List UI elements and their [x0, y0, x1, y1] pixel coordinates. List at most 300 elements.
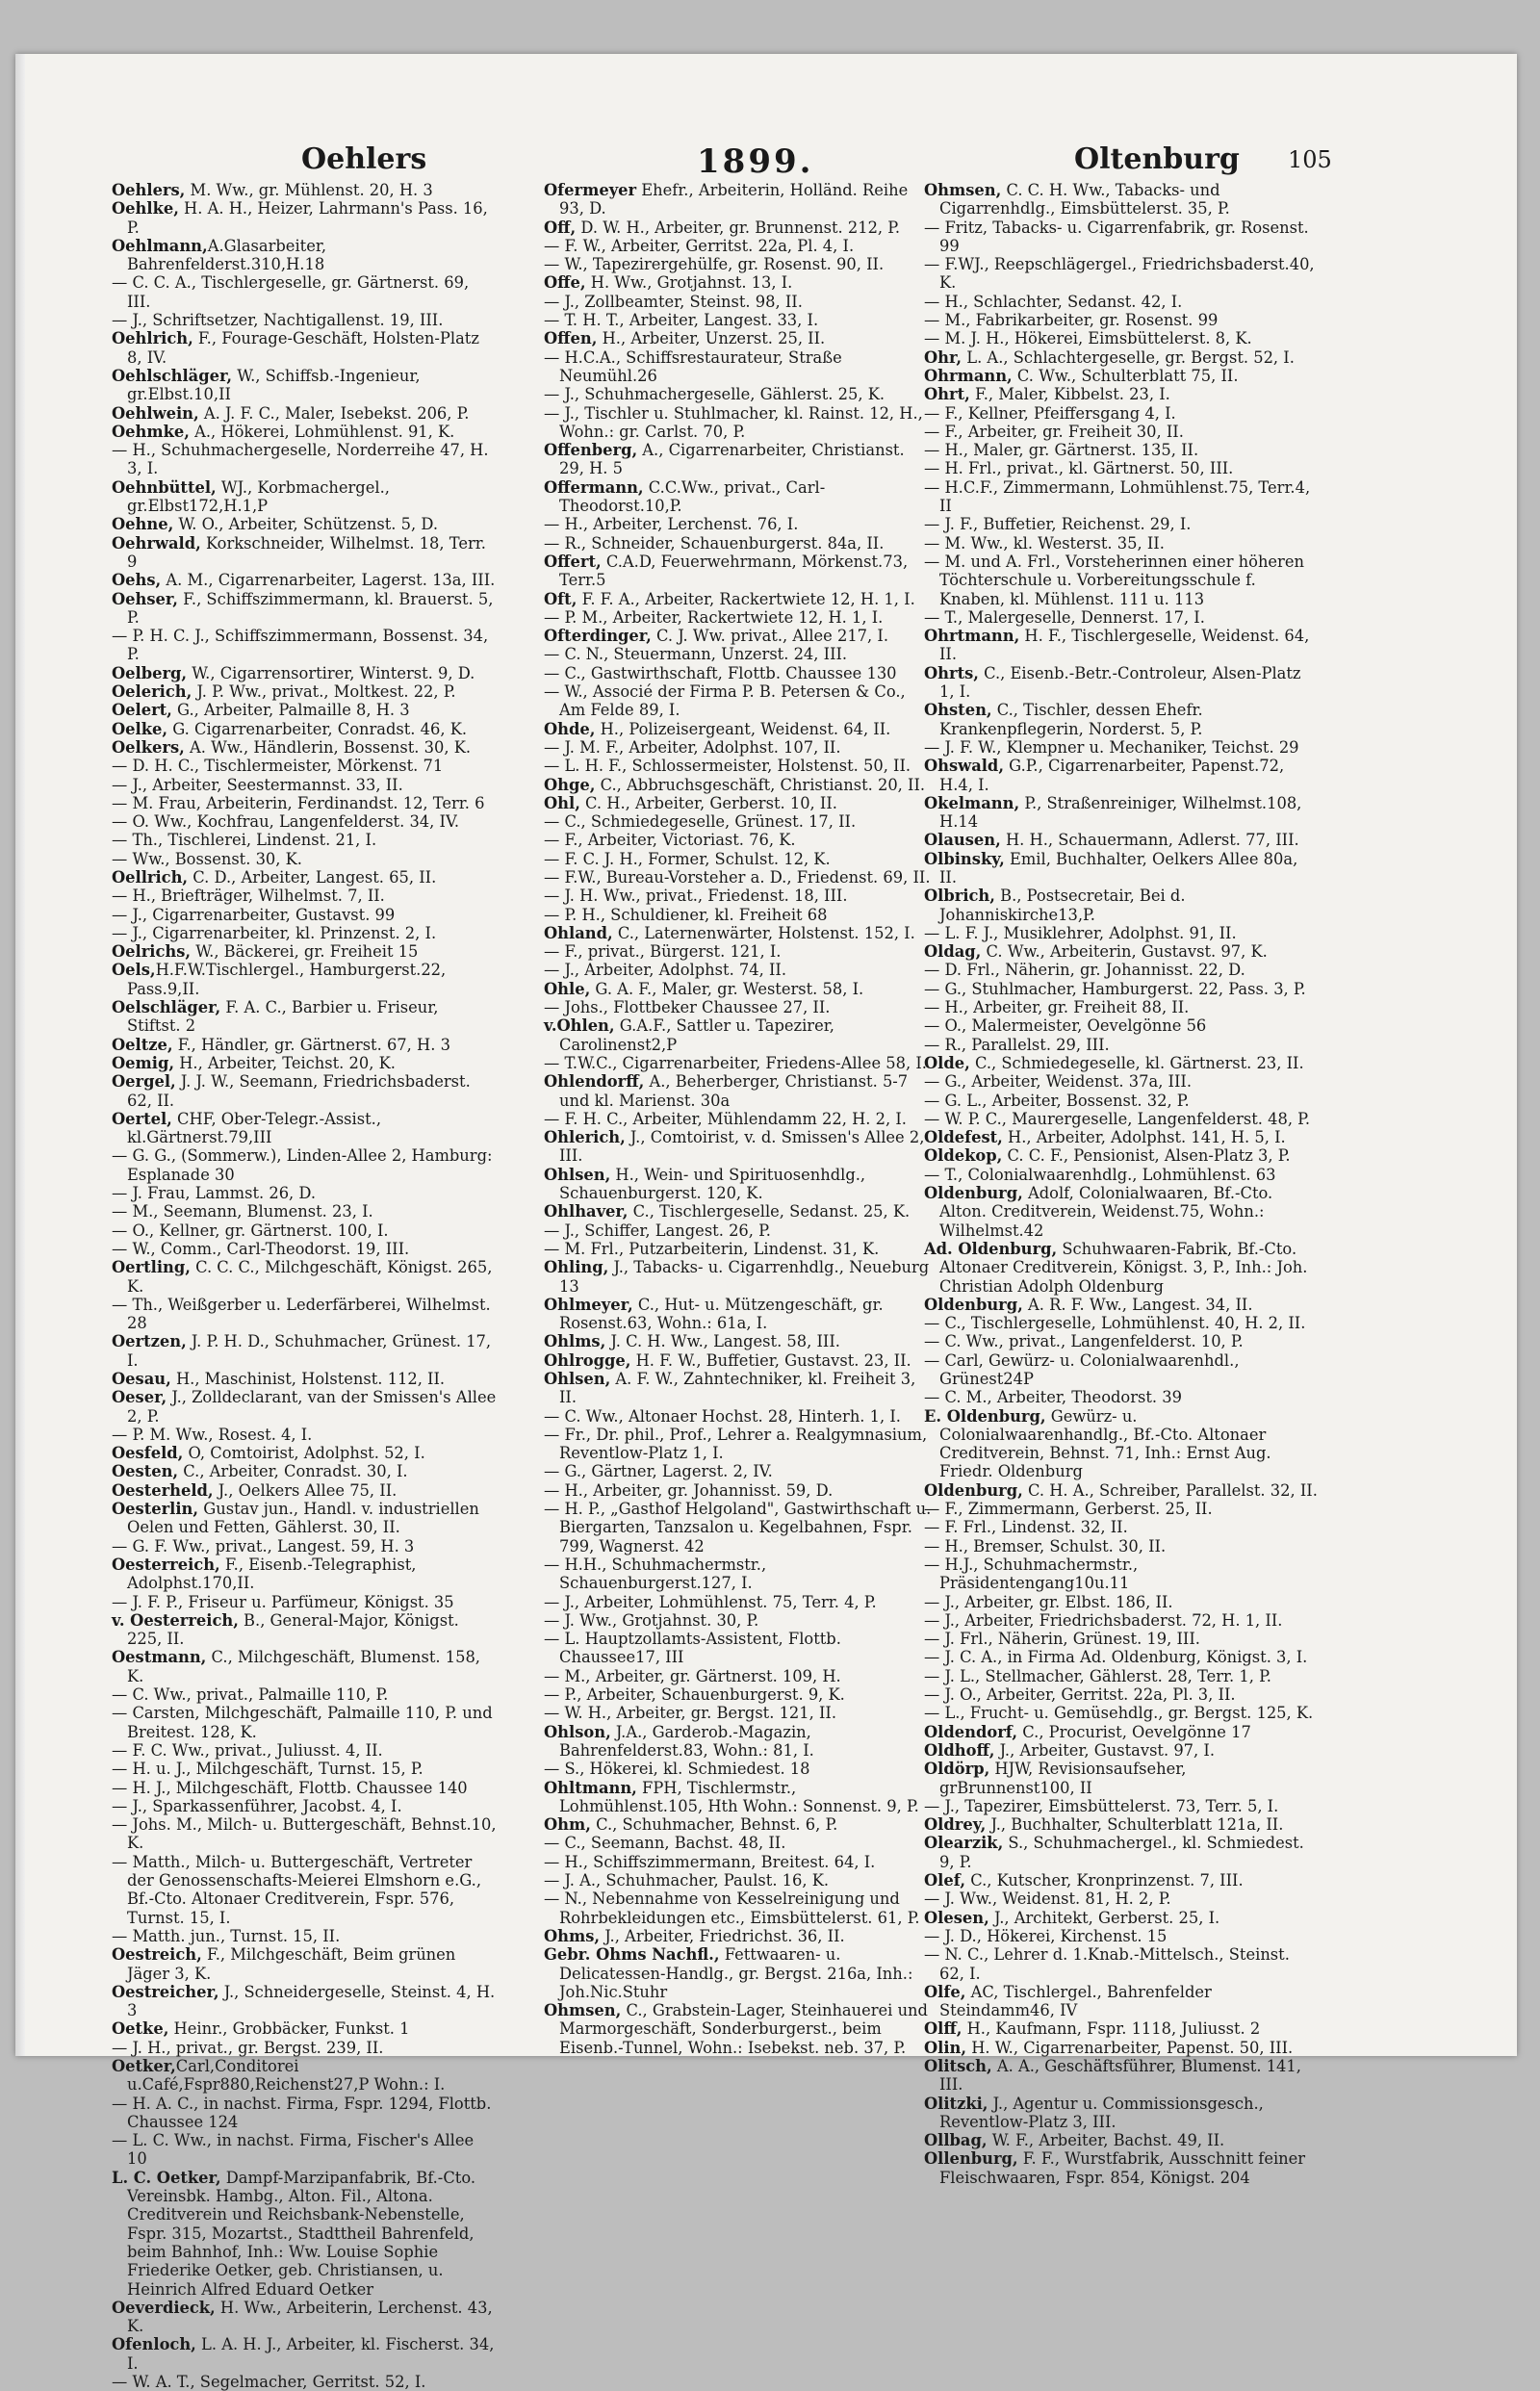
entry-details: H. W., Cigarrenarbeiter, Papenst. 50, III.	[966, 2038, 1294, 2057]
directory-entry	[924, 478, 1319, 516]
entry-details: — G. G., (Sommerw.), Linden-Allee 2, Hamburg: Esplanade 30	[112, 1146, 493, 1184]
directory-entry	[924, 459, 1319, 477]
directory-entry	[544, 478, 934, 516]
entry-details: — J. A., Schuhmacher, Paulst. 16, K.	[544, 1871, 830, 1890]
entry-name: Ohmsen,	[924, 181, 1002, 199]
directory-entry	[544, 757, 934, 775]
directory-entry	[112, 924, 497, 942]
directory-entry	[544, 1166, 934, 1203]
directory-entry	[544, 645, 934, 663]
entry-details: C., Eisenb.-Betr.-Controleur, Alsen-Platz 1, I.	[939, 663, 1301, 702]
entry-details: H. A. H., Heizer, Lahrmann's Pass. 16, P.	[127, 199, 488, 237]
directory-entry	[112, 515, 497, 533]
directory-entry	[544, 794, 934, 812]
entry-details: — Matth., Milch- u. Buttergeschäft, Vertreter der Genossenschafts-Meierei Elmshorn e.G., Bf.-Cto. Altonaer Creditverein, Fspr. 576, Turnst. 15, I.	[112, 1852, 482, 1927]
directory-entry	[544, 293, 934, 311]
directory-entry	[544, 1221, 934, 1240]
directory-entry	[544, 1128, 934, 1166]
entry-details: C., Tischler, dessen Ehefr. Krankenpflegerin, Norderst. 5, P.	[939, 701, 1203, 738]
directory-entry	[924, 1834, 1319, 1871]
entry-details: — Fritz, Tabacks- u. Cigarrenfabrik, gr. Rosenst. 99	[924, 218, 1309, 255]
directory-entry	[544, 348, 934, 386]
directory-entry	[924, 1036, 1319, 1054]
entry-details: — J. H., privat., gr. Bergst. 239, II.	[112, 2038, 384, 2057]
directory-entry	[924, 1016, 1319, 1035]
directory-entry	[544, 850, 934, 868]
directory-entry	[112, 998, 497, 1036]
directory-entry	[924, 1667, 1319, 1685]
entry-name: Oldag,	[924, 942, 982, 962]
directory-entry	[544, 311, 934, 329]
entry-details: L. A. H. J., Arbeiter, kl. Fischerst. 34, I.	[127, 2335, 495, 2373]
directory-entry	[544, 887, 934, 905]
directory-entry	[544, 385, 934, 403]
column-3	[924, 181, 1319, 2187]
entry-details: C., Schmiedegeselle, kl. Gärtnerst. 23, II.	[969, 1053, 1304, 1072]
entry-name: Offert,	[544, 552, 602, 571]
entry-details: Gewürz- u. Colonialwaarenhandlg., Bf.-Cto. Altonaer Creditverein, Behnst. 71, Inh.: Ernst Aug. Friedr. Oldenburg	[939, 1406, 1271, 1481]
directory-entry	[112, 906, 497, 924]
entry-details: J., Buchhalter, Schulterblatt 121a, II.	[986, 1815, 1284, 1835]
entry-details: — F. C. Ww., privat., Juliusst. 4, II.	[112, 1740, 383, 1760]
entry-details: — H. P., „Gasthof Helgoland", Gastwirthschaft u. Biergarten, Tanzsalon u. Kegelbahnen, Fspr. 799, Wagnerst. 42	[544, 1500, 932, 1555]
entry-name: E. Oldenburg,	[924, 1406, 1046, 1426]
entry-name: Oldenburg,	[924, 1184, 1023, 1203]
entry-details: — D. Frl., Näherin, gr. Johannisst. 22, D.	[924, 961, 1245, 980]
entry-details: P., Straßenreiniger, Wilhelmst.108, H.14	[939, 793, 1302, 832]
directory-entry	[544, 1704, 934, 1722]
directory-entry	[924, 2057, 1319, 2095]
directory-entry	[544, 1555, 934, 1593]
entry-name: Off,	[544, 218, 577, 237]
entry-details: A. A., Geschäftsführer, Blumenst. 141, III.	[939, 2056, 1301, 2095]
entry-details: G., Arbeiter, Palmaille 8, H. 3	[171, 701, 410, 720]
entry-name: Oeverdieck,	[112, 2298, 216, 2317]
entry-details: — F. H. C., Arbeiter, Mühlendamm 22, H. 2, I.	[544, 1109, 907, 1128]
entry-name: v. Oesterreich,	[112, 1610, 239, 1630]
directory-entry	[112, 812, 497, 831]
directory-entry	[544, 1685, 934, 1704]
directory-entry	[924, 980, 1319, 998]
directory-entry	[544, 1723, 934, 1761]
directory-entry	[544, 1927, 934, 1945]
directory-entry	[544, 1611, 934, 1630]
entry-details: — Carsten, Milchgeschäft, Palmaille 110, P. und Breitest. 128, K.	[112, 1704, 493, 1741]
directory-entry	[112, 776, 497, 794]
directory-entry	[112, 1054, 497, 1072]
entry-details: Gustav jun., Handl. v. industriellen Oelen und Fetten, Gählerst. 30, II.	[127, 1500, 479, 1537]
entry-details: — M., Fabrikarbeiter, gr. Rosenst. 99	[924, 311, 1219, 330]
directory-entry	[112, 1036, 497, 1054]
entry-details: F., Maler, Kibbelst. 23, I.	[969, 385, 1170, 404]
directory-entry	[924, 367, 1319, 385]
entry-details: — L. Hauptzollamts-Assistent, Flottb. Chaussee17, III	[544, 1630, 841, 1667]
directory-entry	[112, 2019, 497, 2038]
directory-entry	[112, 701, 497, 719]
entry-details: — L., Frucht- u. Gemüsehdlg., gr. Bergst. 125, K.	[924, 1704, 1314, 1723]
directory-entry	[924, 219, 1319, 256]
directory-entry	[544, 590, 934, 608]
entry-name: Ohrts,	[924, 663, 979, 682]
entry-details: C., Laternenwärter, Holstenst. 152, I.	[612, 923, 915, 942]
directory-entry	[112, 1611, 497, 1649]
entry-details: — J. H. Ww., privat., Friedenst. 18, III.	[544, 887, 848, 906]
directory-entry	[924, 311, 1319, 329]
entry-details: H. F. W., Buffetier, Gustavst. 23, II.	[630, 1350, 911, 1370]
entry-details: — G. F. Ww., privat., Langest. 59, H. 3	[112, 1536, 415, 1555]
entry-details: — H., Arbeiter, gr. Freiheit 88, II.	[924, 998, 1190, 1017]
entry-details: C., Schuhmacher, Behnst. 6, P.	[590, 1815, 838, 1835]
entry-name: Oestmann,	[112, 1648, 207, 1667]
entry-name: Oels,	[112, 961, 156, 980]
directory-entry	[544, 1500, 934, 1555]
directory-entry	[112, 1184, 497, 1202]
directory-entry	[924, 534, 1319, 553]
directory-entry	[924, 1407, 1319, 1481]
entry-details: WJ., Korbmachergel., gr.Elbst172,H.1,P	[127, 477, 390, 516]
entry-name: Ohmsen,	[544, 2001, 622, 2020]
entry-details: J. P. Ww., privat., Moltkest. 22, P.	[192, 682, 456, 702]
entry-details: F. F. A., Arbeiter, Rackertwiete 12, H. 1, I.	[577, 589, 915, 608]
directory-entry	[924, 404, 1319, 423]
entry-details: — J. F. P., Friseur u. Parfümeur, Königst. 35	[112, 1592, 454, 1611]
entry-details: H. F., Tischlergeselle, Weidenst. 64, II.	[939, 627, 1310, 664]
entry-details: J. C. H. Ww., Langest. 58, III.	[605, 1332, 840, 1351]
directory-entry	[924, 385, 1319, 403]
entry-details: J., Agentur u. Commissionsgesch., Reventlow-Platz 3, III.	[939, 2094, 1264, 2131]
entry-details: — F. W., Arbeiter, Gerritst. 22a, Pl. 4, I.	[544, 236, 855, 255]
directory-entry	[924, 1518, 1319, 1536]
entry-details: — H., Briefträger, Wilhelmst. 7, II.	[112, 887, 385, 906]
entry-name: Oldefest,	[924, 1128, 1003, 1147]
entry-name: Ohge,	[544, 775, 596, 794]
entry-details: J., Arbeiter, Gustavst. 97, I.	[994, 1740, 1215, 1760]
entry-details: — W. A. T., Segelmacher, Gerritst. 52, I.	[112, 2373, 426, 2391]
directory-entry	[544, 961, 934, 979]
entry-details: H., Maschinist, Holstenst. 112, II.	[170, 1370, 446, 1388]
directory-entry	[112, 404, 497, 423]
directory-entry	[544, 942, 934, 961]
directory-entry	[112, 1444, 497, 1462]
entry-details: — J., Schiffer, Langest. 26, P.	[544, 1221, 771, 1240]
entry-name: Oehlwein,	[112, 403, 199, 423]
entry-details: — S., Hökerei, kl. Schmiedest. 18	[544, 1760, 810, 1779]
entry-name: Oestreicher,	[112, 1982, 219, 2001]
entry-details: FPH, Tischlermstr., Lohmühlenst.105, Hth Wohn.: Sonnenst. 9, P.	[559, 1778, 919, 1815]
directory-entry	[112, 1593, 497, 1611]
entry-details: A. J. F. C., Maler, Isebekst. 206, P.	[198, 403, 470, 423]
entry-details: S., Schuhmachergel., kl. Schmiedest. 9, P.	[939, 1834, 1304, 1871]
entry-details: — W., Associé der Firma P. B. Petersen & Co., Am Felde 89, I.	[544, 682, 906, 720]
directory-entry	[112, 1332, 497, 1370]
entry-details: — C., Gastwirthschaft, Flottb. Chaussee 130	[544, 663, 897, 682]
directory-entry	[924, 1797, 1319, 1815]
entry-name: Oehlmann,	[112, 236, 208, 255]
directory-entry	[924, 1184, 1319, 1240]
directory-entry	[544, 1462, 934, 1480]
entry-details: — H. u. J., Milchgeschäft, Turnst. 15, P.	[112, 1760, 424, 1779]
directory-entry	[112, 237, 497, 274]
entry-name: Oetke,	[112, 2019, 169, 2039]
directory-entry	[924, 887, 1319, 924]
directory-entry	[924, 1630, 1319, 1648]
directory-entry	[544, 2001, 934, 2057]
entry-name: L. C. Oetker,	[112, 2168, 221, 2187]
directory-entry	[544, 682, 934, 720]
directory-entry	[544, 831, 934, 849]
entry-details: — W. H., Arbeiter, gr. Bergst. 121, II.	[544, 1704, 837, 1723]
entry-details: — C. Ww., privat., Palmaille 110, P.	[112, 1685, 389, 1705]
entry-name: Oehlers,	[112, 181, 186, 199]
entry-details: — J. O., Arbeiter, Gerritst. 22a, Pl. 3, II.	[924, 1685, 1236, 1705]
entry-details: — C. C. A., Tischlergeselle, gr. Gärtnerst. 69, III.	[112, 273, 470, 311]
entry-details: H. Ww., Arbeiterin, Lerchenst. 43, K.	[127, 2298, 493, 2336]
entry-details: — O., Malermeister, Oevelgönne 56	[924, 1016, 1207, 1036]
entry-name: Oelert,	[112, 701, 172, 720]
entry-details: Fettwaaren- u. Delicatessen-Handlg., gr. Bergst. 216a, Inh.: Joh.Nic.Stuhr	[559, 1945, 913, 2001]
header-left: Oehlers	[301, 142, 427, 176]
entry-details: Heinr., Grobbäcker, Funkst. 1	[168, 2019, 410, 2039]
entry-details: C., Tischlergeselle, Sedanst. 25, K.	[628, 1202, 911, 1221]
entry-details: — Johs., Flottbeker Chaussee 27, II.	[544, 998, 831, 1017]
entry-details: Carl,Conditorei u.Café,Fspr880,Reichenst27,P Wohn.: I.	[127, 2056, 446, 2095]
directory-entry	[924, 181, 1319, 219]
entry-name: Oft,	[544, 589, 578, 608]
entry-name: Offe,	[544, 273, 586, 293]
entry-name: Olef,	[924, 1871, 966, 1890]
directory-entry	[924, 1704, 1319, 1722]
directory-entry	[924, 1092, 1319, 1110]
directory-entry	[924, 1054, 1319, 1072]
directory-entry	[112, 757, 497, 775]
entry-name: Ohrmann,	[924, 366, 1013, 385]
entry-details: — M. Frl., Putzarbeiterin, Lindenst. 31, K.	[544, 1239, 880, 1258]
entry-name: Ohswald,	[924, 757, 1004, 776]
directory-entry	[112, 1741, 497, 1760]
entry-name: Gebr. Ohms Nachfl.,	[544, 1945, 720, 1965]
entry-details: J., Oelkers Allee 75, II.	[213, 1480, 398, 1500]
directory-entry	[924, 1500, 1319, 1518]
entry-details: — P., Arbeiter, Schauenburgerst. 9, K.	[544, 1685, 845, 1705]
entry-details: C., Procurist, Oevelgönne 17	[1017, 1722, 1251, 1741]
entry-details: — F.W., Bureau-Vorsteher a. D., Friedenst. 69, II.	[544, 867, 931, 887]
directory-entry	[544, 329, 934, 347]
directory-entry	[544, 1351, 934, 1370]
directory-entry	[924, 1296, 1319, 1314]
entry-name: Ohling,	[544, 1258, 609, 1277]
entry-details: — Th., Tischlerei, Lindenst. 21, I.	[112, 831, 377, 850]
entry-name: Ohrtmann,	[924, 627, 1020, 646]
directory-entry	[544, 1054, 934, 1072]
entry-details: J., Schneidergeselle, Steinst. 4, H. 3	[127, 1982, 496, 2020]
entry-details: — Th., Weißgerber u. Lederfärberei, Wilhelmst. 28	[112, 1295, 491, 1333]
directory-entry	[112, 738, 497, 757]
entry-name: Okelmann,	[924, 793, 1020, 812]
entry-name: Ollenburg,	[924, 2149, 1018, 2169]
directory-entry	[924, 1760, 1319, 1797]
entry-details: C. C. C., Milchgeschäft, Königst. 265, K.	[127, 1258, 493, 1296]
entry-details: W. O., Arbeiter, Schützenst. 5, D.	[173, 515, 439, 534]
entry-details: A. R. F. Ww., Langest. 34, II.	[1022, 1295, 1253, 1314]
directory-entry	[544, 255, 934, 273]
entry-details: — C. N., Steuermann, Unzerst. 24, III.	[544, 645, 848, 664]
directory-entry	[112, 1500, 497, 1537]
entry-details: J. P. H. D., Schuhmacher, Grünest. 17, I.	[127, 1332, 492, 1370]
directory-entry	[544, 1202, 934, 1221]
entry-details: AC, Tischlergel., Bahrenfelder Steindamm46, IV	[939, 1982, 1212, 2020]
entry-details: — J. C. A., in Firma Ad. Oldenburg, Königst. 3, I.	[924, 1648, 1308, 1667]
entry-details: W., Bäckerei, gr. Freiheit 15	[191, 942, 419, 962]
entry-details: H., Kaufmann, Fspr. 1118, Juliusst. 2	[962, 2019, 1261, 2039]
page-number: 105	[1288, 146, 1332, 173]
directory-entry	[544, 404, 934, 442]
directory-entry	[544, 627, 934, 645]
entry-details: — H.J., Schuhmachermstr., Präsidentengang10u.11	[924, 1555, 1139, 1593]
entry-details: — H., Maler, gr. Gärtnerst. 135, II.	[924, 441, 1199, 460]
directory-entry	[112, 367, 497, 404]
entry-name: Oelrichs,	[112, 942, 192, 962]
entry-details: C. Ww., Arbeiterin, Gustavst. 97, K.	[981, 942, 1268, 962]
entry-details: — F., Arbeiter, Victoriast. 76, K.	[544, 831, 796, 850]
directory-entry	[112, 2335, 497, 2373]
entry-details: — G. L., Arbeiter, Bossenst. 32, P.	[924, 1091, 1190, 1110]
directory-entry	[924, 1815, 1319, 1834]
entry-details: A. F. W., Zahntechniker, kl. Freiheit 3, II.	[559, 1370, 916, 1407]
directory-entry	[544, 1760, 934, 1778]
directory-entry	[924, 1945, 1319, 1983]
entry-name: Olin,	[924, 2038, 967, 2057]
entry-name: Oelkers,	[112, 737, 185, 757]
directory-entry	[924, 664, 1319, 702]
entry-details: — J. Ww., Weidenst. 81, H. 2, P.	[924, 1890, 1171, 1909]
entry-details: — P. M. Ww., Rosest. 4, I.	[112, 1425, 313, 1444]
entry-details: — M. und A. Frl., Vorsteherinnen einer höheren Töchterschule u. Vorbereitungsschule f. Knaben, kl. Mühlenst. 111 u. 113	[924, 552, 1304, 608]
directory-entry	[112, 273, 497, 311]
entry-details: — F., Zimmermann, Gerberst. 25, II.	[924, 1500, 1213, 1519]
directory-entry	[924, 1593, 1319, 1611]
entry-details: — J. Frl., Näherin, Grünest. 19, III.	[924, 1630, 1200, 1649]
header-right: Oltenburg	[1074, 142, 1240, 176]
entry-details: A.Glasarbeiter, Bahrenfelderst.310,H.18	[127, 236, 326, 274]
directory-entry	[112, 1704, 497, 1741]
entry-details: — W., Tapezirergehülfe, gr. Rosenst. 90, II.	[544, 255, 885, 274]
directory-entry	[112, 1370, 497, 1388]
entry-details: — J. Frau, Lammst. 26, D.	[112, 1184, 317, 1203]
directory-entry	[544, 998, 934, 1016]
entry-name: Oldörp,	[924, 1760, 990, 1779]
directory-entry	[112, 1221, 497, 1240]
entry-details: J., Zolldeclarant, van der Smissen's Allee 2, P.	[127, 1388, 497, 1426]
entry-name: Ohlmeyer,	[544, 1295, 633, 1314]
entry-name: Offen,	[544, 329, 598, 348]
directory-entry	[924, 553, 1319, 608]
entry-details: — P. M., Arbeiter, Rackertwiete 12, H. 1, I.	[544, 607, 884, 627]
directory-entry	[112, 831, 497, 849]
directory-entry	[924, 329, 1319, 347]
entry-details: — J. Ww., Grotjahnst. 30, P.	[544, 1610, 759, 1630]
entry-details: — H., Schiffszimmermann, Breitest. 64, I.	[544, 1852, 876, 1871]
entry-details: — J., Arbeiter, gr. Elbst. 186, II.	[924, 1592, 1173, 1611]
entry-details: C., Kutscher, Kronprinzenst. 7, III.	[965, 1871, 1244, 1890]
directory-entry	[544, 776, 934, 794]
entry-details: — J. M. F., Arbeiter, Adolphst. 107, II.	[544, 737, 841, 757]
entry-name: Ohlendorff,	[544, 1072, 645, 1092]
directory-entry	[924, 831, 1319, 849]
entry-details: J.A., Garderob.-Magazin, Bahrenfelderst.83, Wohn.: 81, I.	[559, 1722, 814, 1760]
entry-name: Olbinsky,	[924, 849, 1005, 868]
directory-entry	[112, 1240, 497, 1258]
entry-name: Oesfeld,	[112, 1444, 184, 1463]
directory-entry	[544, 1481, 934, 1500]
entry-details: — W., Comm., Carl-Theodorst. 19, III.	[112, 1239, 410, 1258]
entry-name: Ohlsen,	[544, 1165, 611, 1184]
directory-entry	[544, 553, 934, 590]
directory-entry	[112, 1146, 497, 1184]
entry-name: Oellrich,	[112, 867, 189, 887]
directory-entry	[924, 1351, 1319, 1389]
directory-entry	[924, 1481, 1319, 1500]
directory-entry	[544, 924, 934, 942]
entry-details: — C. Ww., privat., Langenfelderst. 10, P.	[924, 1332, 1244, 1351]
directory-entry	[112, 1648, 497, 1685]
entry-details: — F., Kellner, Pfeiffersgang 4, I.	[924, 403, 1176, 423]
entry-details: — H.C.A., Schiffsrestaurateur, Straße Neumühl.26	[544, 347, 842, 385]
entry-details: — P. H. C. J., Schiffszimmermann, Bossenst. 34, P.	[112, 627, 489, 664]
entry-details: — D. H. C., Tischlermeister, Mörkenst. 71	[112, 757, 444, 776]
entry-details: H. H., Schauermann, Adlerst. 77, III.	[1000, 831, 1299, 850]
entry-name: Oesten,	[112, 1462, 179, 1481]
entry-details: A. Ww., Händlerin, Bossenst. 30, K.	[184, 737, 472, 757]
entry-details: B., Postsecretair, Bei d. Johanniskirche13,P.	[939, 887, 1186, 924]
entry-name: Ohde,	[544, 719, 596, 738]
directory-entry	[112, 181, 497, 199]
entry-details: G. Cigarrenarbeiter, Conradst. 46, K.	[167, 719, 468, 738]
directory-entry	[112, 2039, 497, 2057]
entry-name: Olfe,	[924, 1982, 966, 2001]
directory-entry	[924, 1072, 1319, 1091]
entry-details: — H.C.F., Zimmermann, Lohmühlenst.75, Terr.4, II	[924, 477, 1311, 516]
directory-entry	[112, 1779, 497, 1797]
entry-details: H., Arbeiter, Unzerst. 25, II.	[597, 329, 826, 348]
entry-name: Ohl,	[544, 793, 580, 812]
entry-details: C., Arbeiter, Conradst. 30, I.	[178, 1462, 408, 1481]
directory-entry	[112, 1481, 497, 1500]
entry-details: — J., Cigarrenarbeiter, Gustavst. 99	[112, 905, 396, 924]
entry-name: Oldrey,	[924, 1815, 987, 1835]
entry-details: W., Schiffsb.-Ingenieur, gr.Elbst.10,II	[127, 366, 421, 404]
entry-name: Ohltmann,	[544, 1778, 637, 1797]
directory-entry	[924, 1555, 1319, 1593]
directory-entry	[112, 2373, 497, 2391]
directory-entry	[112, 868, 497, 887]
entry-name: Ohlrogge,	[544, 1350, 631, 1370]
directory-entry	[112, 478, 497, 516]
entry-details: J., Architekt, Gerberst. 25, I.	[988, 1908, 1220, 1927]
directory-entry	[924, 1685, 1319, 1704]
directory-entry	[544, 1296, 934, 1333]
entry-name: Oelke,	[112, 719, 168, 738]
entry-name: Ohr,	[924, 347, 962, 367]
directory-entry	[924, 1110, 1319, 1128]
directory-entry	[112, 664, 497, 682]
entry-details: — T., Malergeselle, Dennerst. 17, I.	[924, 607, 1205, 627]
directory-entry	[112, 1945, 497, 1983]
directory-entry	[112, 1815, 497, 1853]
directory-entry	[112, 441, 497, 478]
directory-entry	[924, 850, 1319, 887]
directory-entry	[924, 293, 1319, 311]
entry-details: C. H. A., Schreiber, Parallelst. 32, II.	[1022, 1480, 1318, 1500]
